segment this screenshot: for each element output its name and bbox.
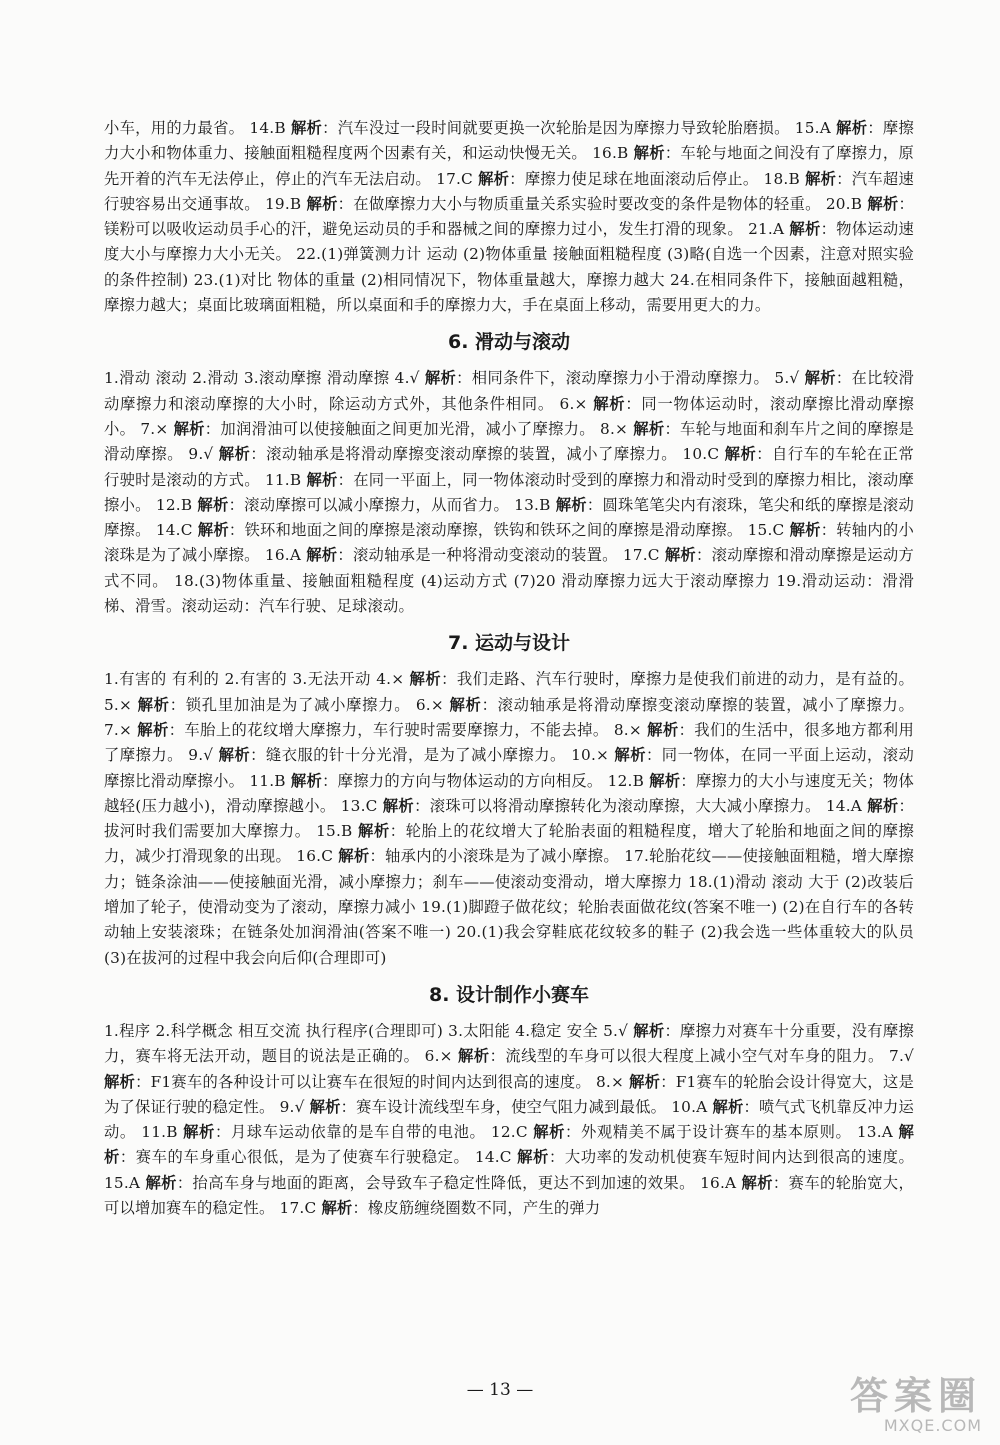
- watermark-logo: [850, 1376, 982, 1435]
- analysis-keyword: 解析: [321, 1198, 353, 1217]
- analysis-keyword: 解析: [137, 695, 170, 714]
- analysis-keyword: 解析: [741, 1173, 773, 1192]
- analysis-keyword: 解析: [218, 746, 251, 765]
- analysis-keyword: 解析: [197, 495, 229, 514]
- section-6-answers: 1.滑动 滚动 2.滑动 3.滚动摩擦 滑动摩擦 4.√ 解析：相同条件下，滚动摩擦力小于滑动摩擦力。 5.√ 解析：在比较滑动摩擦力和滚动摩擦的大小时，除运动方式外，其他条件相同。 6.× 解析：同一物体运动时，滚动摩擦比滑动摩擦小。 7.× 解析：加润滑油可以使接触面之间更加光滑，减小了摩擦力。 8.× 解析：车轮与地面和刹车片之间的摩擦是滑动摩擦。 9.√ 解析：滚动轴承是将滑动摩擦变滚动摩擦的装置，减小了摩擦力。 10.C 解析：自行车的车轮在正常行驶时是滚动的方式。 11.B 解析：在同一平面上，同一物体滚动时受到的摩擦力和滑动时受到的摩擦力相比，滚动摩擦小。 12.B 解析：滚动摩擦可以减小摩擦力，从而省力。 13.B 解析：圆珠笔笔尖内有滚珠，笔尖和纸的摩擦是滚动摩擦。 14.C 解析：铁环和地面之间的摩擦是滚动摩擦，铁钩和铁环之间的摩擦是滑动摩擦。 15.C 解析：转轴内的小滚珠是为了减小摩擦。 16.A 解析：滚动轴承是一种将滑动变滚动的装置。 17.C 解析：滚动摩擦和滑动摩擦是运动方式不同。 18.(3)物体重量、接触面粗糙程度 (4)运动方式 (7)20 滑动摩擦力远大于滚动摩擦力 19.滑动运动：滑滑梯、滑雪。滚动运动：汽车行驶、足球滚动。: [104, 369, 915, 616]
- watermark-url: MXQE.COM: [883, 1416, 982, 1435]
- analysis-keyword: 解析: [357, 822, 390, 841]
- analysis-keyword: 解析: [633, 144, 665, 163]
- section-8-answers: 1.程序 2.科学概念 相互交流 执行程序(合理即可) 3.太阳能 4.稳定 安全 5.√ 解析：摩擦力对赛车十分重要，没有摩擦力，赛车将无法开动，题目的说法是正确的。 6.× 解析：流线型的车身可以很大程度上减小空气对车身的阻力。 7.√ 解析：F1赛车的各种设计可以让赛车在很短的时间内达到很高的速度。 8.× 解析：F1赛车的轮胎会设计得宽大，这是为了保证行驶的稳定性。 9.√ 解析：赛车设计流线型车身，使空气阻力减到最低。 10.A 解析：喷气式飞机靠反冲力运动。 11.B 解析：月球车运动依靠的是车自带的电池。 12.C 解析：外观精美不属于设计赛车的基本原则。 13.A 解析：赛车的车身重心很低，是为了使赛车行驶稳定。 14.C 解析：大功率的发动机使赛车短时间内达到很高的速度。 15.A 解析：抬高车身与地面的距离，会导致车子稳定性降低，更达不到加速的效果。 16.A 解析：赛车的轮胎宽大，可以增加赛车的稳定性。 17.C 解析：橡皮筋缠绕圈数不同，产生的弹力: [104, 1021, 915, 1217]
- section-8-title: 8. 设计制作小赛车: [428, 983, 590, 1006]
- section-6-title: 6. 滑动与滚动: [447, 331, 571, 354]
- analysis-keyword: 解析: [449, 695, 482, 714]
- analysis-keyword: 解析: [836, 119, 868, 137]
- analysis-keyword: 解析: [290, 119, 323, 137]
- analysis-keyword: 解析: [306, 194, 338, 213]
- analysis-keyword: 解析: [478, 169, 510, 188]
- analysis-keyword: 解析: [290, 771, 323, 790]
- watermark-mark: 答案圈: [849, 1374, 982, 1418]
- analysis-keyword: 解析: [382, 796, 415, 815]
- analysis-keyword: 解析: [309, 1097, 341, 1116]
- analysis-keyword: 解析: [724, 445, 757, 464]
- analysis-keyword: 解析: [633, 1021, 665, 1040]
- analysis-keyword: 解析: [104, 1072, 136, 1091]
- analysis-keyword: 解析: [173, 419, 205, 438]
- analysis-keyword: 解析: [104, 1123, 915, 1167]
- analysis-keyword: 解析: [647, 720, 679, 739]
- analysis-keyword: 解析: [614, 746, 646, 765]
- analysis-keyword: 解析: [137, 720, 169, 739]
- section-7-answers: 1.有害的 有利的 2.有害的 3.无法开动 4.× 解析：我们走路、汽车行驶时，摩擦力是使我们前进的动力，是有益的。 5.× 解析：锁孔里加油是为了减小摩擦力。 6.× 解析：滚动轴承是将滑动摩擦变滚动摩擦的装置，减小了摩擦力。 7.× 解析：车胎上的花纹增大摩擦力，车行驶时需要摩擦力，不能去掉。 8.× 解析：我们的生活中，很多地方都利用了摩擦力。 9.√ 解析：缝衣服的针十分光滑，是为了减小摩擦力。 10.× 解析：同一物体，在同一平面上运动，滚动摩擦比滑动摩擦小。 11.B 解析：摩擦力的方向与物体运动的方向相反。 12.B 解析：摩擦力的大小与速度无关；物体越轻(压力越小)，滑动摩擦越小。 13.C 解析：滚珠可以将滑动摩擦转化为滚动摩擦，大大减小摩擦力。 14.A 解析：拔河时我们需要加大摩擦力。 15.B 解析：轮胎上的花纹增大了轮胎表面的粗糙程度，增大了轮胎和地面之间的摩擦力，减少打滑现象的出现。 16.C 解析：轴承内的小滚珠是为了减小摩擦。 17.轮胎花纹——使接触面粗糙，增大摩擦力；链条涂油——使接触面光滑，减小摩擦力；刹车——使滚动变滑动，增大摩擦力 18.(1)滑动 滚动 大于 (2)改装后增加了轮子，使滑动变为了滚动，摩擦力减小 19.(1)脚蹬子做花纹；轮胎表面做花纹(答案不唯一) (2)在自行车的各转动轴上安装滚珠；在链条处加润滑油(答案不唯一) 20.(1)我会穿鞋底花纹较多的鞋子 (2)我会选一些体重较大的队员 (3)在拔河的过程中我会向后仰(合理即可): [104, 670, 915, 967]
- analysis-keyword: 解析: [517, 1148, 549, 1167]
- analysis-keyword: 解析: [555, 495, 587, 514]
- analysis-keyword: 解析: [424, 369, 457, 388]
- analysis-keyword: 解析: [789, 220, 821, 239]
- analysis-keyword: 解析: [712, 1097, 744, 1116]
- analysis-keyword: 解析: [409, 670, 442, 689]
- analysis-keyword: 解析: [306, 546, 338, 565]
- analysis-keyword: 解析: [145, 1173, 177, 1192]
- analysis-keyword: 解析: [633, 419, 665, 438]
- analysis-keyword: 解析: [458, 1047, 490, 1066]
- analysis-keyword: 解析: [183, 1123, 215, 1142]
- page-number: — 13 —: [466, 1380, 534, 1400]
- analysis-keyword: 解析: [805, 169, 837, 188]
- analysis-keyword: 解析: [789, 521, 821, 540]
- analysis-keyword: 解析: [197, 521, 229, 540]
- analysis-keyword: 解析: [867, 796, 899, 815]
- analysis-keyword: 解析: [804, 369, 836, 388]
- analysis-keyword: 解析: [338, 847, 370, 866]
- analysis-keyword: 解析: [306, 470, 338, 489]
- page-content: [104, 116, 914, 1221]
- analysis-keyword: 解析: [593, 394, 626, 413]
- analysis-keyword: 解析: [533, 1123, 566, 1142]
- section-7-title: 7. 运动与设计: [447, 632, 571, 655]
- analysis-keyword: 解析: [629, 1072, 661, 1091]
- analysis-keyword: 解析: [218, 445, 251, 464]
- analysis-keyword: 解析: [664, 546, 697, 565]
- section-5-continuation: 小车，用的力最省。 14.B 解析：汽车没过一段时间就要更换一次轮胎是因为摩擦力导致轮胎磨损。 15.A 解析：摩擦力大小和物体重力、接触面粗糙程度两个因素有关，和运动快慢无关。 16.B 解析：车轮与地面之间没有了摩擦力，原先开着的汽车无法停止，停止的汽车无法启动。 17.C 解析：摩擦力使足球在地面滚动后停止。 18.B 解析：汽车超速行驶容易出交通事故。 19.B 解析：在做摩擦力大小与物质重量关系实验时要改变的条件是物体的轻重。 20.B 解析：镁粉可以吸收运动员手心的汗，避免运动员的手和器械之间的摩擦力过小，发生打滑的现象。 21.A 解析：物体运动速度大小与摩擦力大小无关。 22.(1)弹簧测力计 运动 (2)物体重量 接触面粗糙程度 (3)略(自选一个因素，注意对照实验的条件控制) 23.(1)对比 物体的重量 (2)相同情况下，物体重量越大，摩擦力越大 24.在相同条件下，接触面越粗糙，摩擦力越大；桌面比玻璃面粗糙，所以桌面和手的摩擦力大，手在桌面上移动，需要用更大的力。: [104, 119, 915, 315]
- analysis-keyword: 解析: [649, 771, 681, 790]
- analysis-keyword: 解析: [867, 194, 899, 213]
